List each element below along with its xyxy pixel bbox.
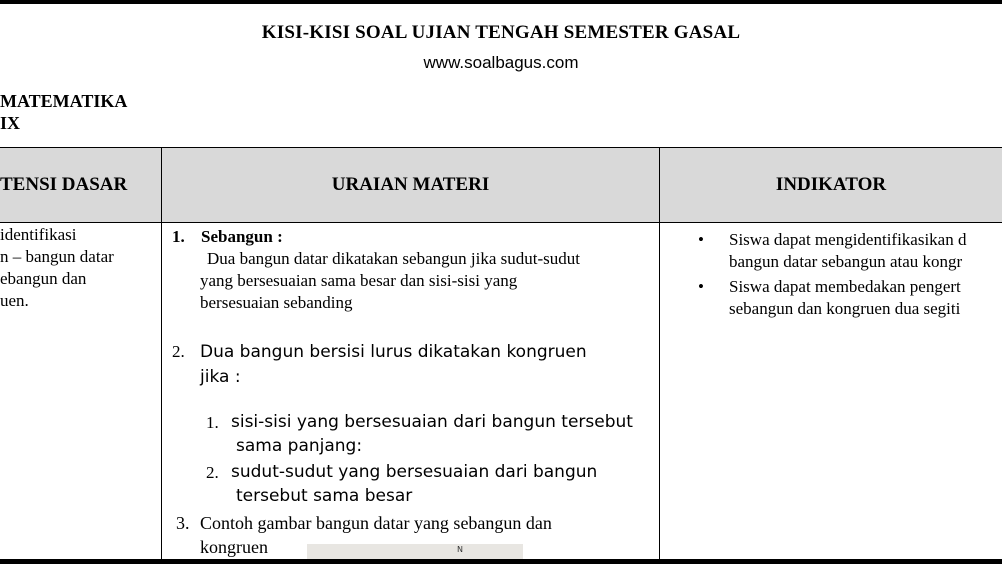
item2-line: jika : bbox=[200, 367, 241, 387]
sub1-line: sisi-sisi yang bersesuaian dari bangun tersebut bbox=[231, 412, 633, 432]
website-url: www.soalbagus.com bbox=[423, 53, 579, 72]
item2-number: 2. bbox=[172, 342, 185, 361]
item1-line: bersesuaian sebanding bbox=[200, 293, 353, 312]
kompetensi-line: n – bangun datar bbox=[0, 247, 114, 266]
grade-label: IX bbox=[0, 113, 21, 133]
sub1-line: sama panjang: bbox=[236, 436, 363, 456]
item1-number: 1. bbox=[172, 227, 185, 246]
item2-line: Dua bangun bersisi lurus dikatakan kongruen bbox=[200, 342, 587, 362]
top-border bbox=[0, 0, 1002, 4]
header-indikator bbox=[660, 148, 1002, 222]
item1-line: Dua bangun datar dikatakan sebangun jika sudut-sudut bbox=[207, 249, 580, 268]
header-kompetensi-dasar bbox=[0, 148, 161, 222]
item1-line: yang bersesuaian sama besar dan sisi-sisi yang bbox=[200, 271, 518, 290]
sub2-line: sudut-sudut yang bersesuaian dari bangun bbox=[231, 462, 598, 482]
indikator-item bbox=[698, 229, 966, 273]
item3-line: kongruen bbox=[200, 537, 268, 557]
kompetensi-line: identifikasi bbox=[0, 225, 77, 244]
kompetensi-line: ebangun dan bbox=[0, 269, 87, 288]
example-figure-image bbox=[307, 544, 523, 560]
kompetensi-line: uen. bbox=[0, 291, 29, 310]
indikator-line: Siswa dapat mengidentifikasikan d bbox=[729, 230, 967, 249]
header-uraian-text: URAIAN MATERI bbox=[331, 174, 490, 195]
header-indikator-text: INDIKATOR bbox=[775, 174, 887, 195]
item3-line: Contoh gambar bangun datar yang sebangun dan bbox=[200, 513, 552, 533]
indikator-line: sebangun dan kongruen dua segiti bbox=[729, 299, 961, 318]
item3-number: 3. bbox=[176, 513, 190, 533]
kompetensi-cell bbox=[0, 224, 114, 312]
subject-label: MATEMATIKA bbox=[0, 91, 128, 111]
indikator-line: Siswa dapat membedakan pengert bbox=[729, 277, 961, 296]
figure-vertex-label: N bbox=[457, 545, 463, 554]
indikator-cell bbox=[698, 229, 966, 320]
header-kompetensi-text: TENSI DASAR bbox=[0, 174, 128, 195]
header-bottom-border bbox=[0, 222, 1002, 223]
indikator-item bbox=[698, 276, 966, 320]
bullet-icon: • bbox=[698, 230, 704, 249]
bottom-border bbox=[0, 559, 1002, 564]
bullet-icon: • bbox=[698, 277, 704, 296]
sub1-number: 1. bbox=[206, 413, 219, 432]
header-uraian-materi bbox=[162, 148, 659, 222]
sub2-number: 2. bbox=[206, 463, 219, 482]
item1-title: Sebangun : bbox=[201, 227, 283, 246]
document-title: KISI-KISI SOAL UJIAN TENGAH SEMESTER GASAL bbox=[261, 22, 741, 43]
sub2-line: tersebut sama besar bbox=[236, 486, 413, 506]
indikator-line: bangun datar sebangun atau kongr bbox=[729, 252, 963, 271]
